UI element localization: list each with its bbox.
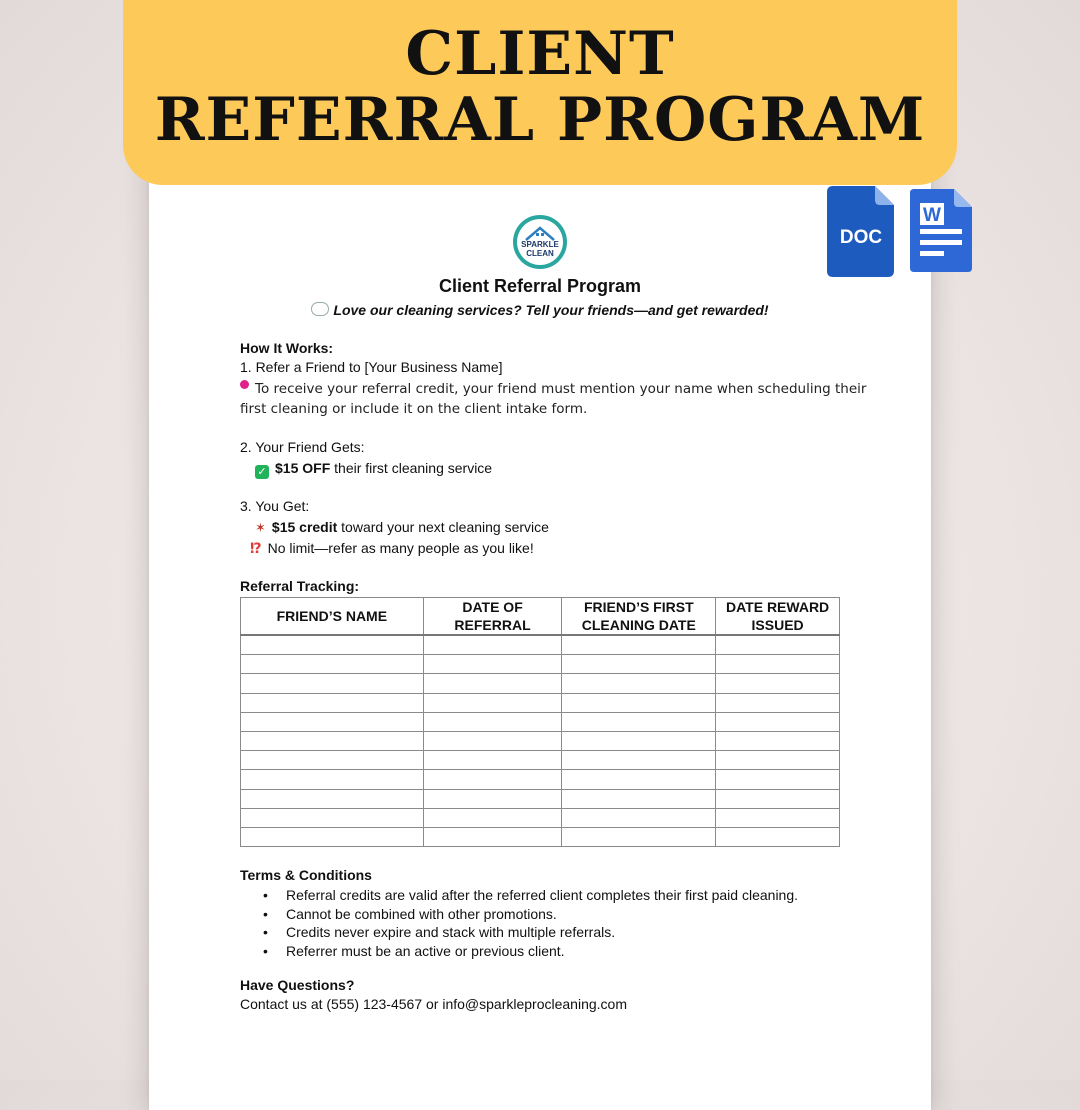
table-cell[interactable]	[423, 674, 562, 693]
doc-icon-label: DOC	[839, 227, 883, 248]
table-row	[241, 789, 840, 808]
table-cell[interactable]	[423, 655, 562, 674]
table-cell[interactable]	[241, 751, 424, 770]
step-2-rest: their first cleaning service	[334, 460, 493, 476]
table-cell[interactable]	[423, 789, 562, 808]
step-1: 1. Refer a Friend to [Your Business Name]	[240, 359, 503, 375]
referral-tracking-table	[240, 597, 840, 847]
table-cell[interactable]	[241, 674, 424, 693]
check-icon: ✓	[255, 465, 269, 479]
col-header-date-of-referral: DATE OF REFERRAL	[423, 598, 562, 636]
table-cell[interactable]	[716, 635, 840, 655]
terms-list	[240, 886, 798, 960]
table-cell[interactable]	[562, 751, 716, 770]
table-cell[interactable]	[423, 693, 562, 712]
table-cell[interactable]	[241, 712, 424, 731]
document-title: Client Referral Program	[438, 276, 642, 296]
table-row	[241, 770, 840, 789]
table-cell[interactable]	[423, 770, 562, 789]
table-cell[interactable]	[423, 751, 562, 770]
table-cell[interactable]	[241, 655, 424, 674]
exclamation-question-icon: ⁉	[250, 540, 262, 556]
table-cell[interactable]	[423, 712, 562, 731]
table-row	[241, 693, 840, 712]
table-cell[interactable]	[562, 808, 716, 827]
table-cell[interactable]	[562, 827, 716, 846]
step-1-note-text: To receive your referral credit, your friend must mention your name when scheduling their	[255, 381, 867, 397]
table-cell[interactable]	[562, 655, 716, 674]
tagline-text: Love our cleaning services? Tell your friends—and get rewarded!	[333, 302, 769, 318]
table-cell[interactable]	[716, 693, 840, 712]
table-cell[interactable]	[562, 674, 716, 693]
step-2-benefit	[255, 460, 492, 479]
table-cell[interactable]	[716, 808, 840, 827]
table-cell[interactable]	[562, 731, 716, 750]
sparkle-clean-logo	[512, 214, 568, 270]
table-row	[241, 731, 840, 750]
table-row	[241, 827, 840, 846]
table-cell[interactable]	[423, 635, 562, 655]
table-row	[241, 751, 840, 770]
step-2-bold: $15 OFF	[275, 460, 331, 476]
terms-item: • Referrer must be an active or previous client.	[286, 942, 798, 961]
step-3-limit	[250, 540, 534, 557]
table-cell[interactable]	[241, 770, 424, 789]
party-popper-icon: ✶	[255, 520, 266, 535]
table-cell[interactable]	[562, 693, 716, 712]
contact-line: Contact us at (555) 123-4567 or info@sparkleprocleaning.com	[240, 996, 627, 1012]
pin-icon	[240, 380, 249, 389]
table-cell[interactable]	[716, 674, 840, 693]
step-3-bold: $15 credit	[271, 519, 338, 535]
banner-title-line2: REFERRAL PROGRAM	[154, 85, 926, 155]
table-cell[interactable]	[241, 635, 424, 655]
table-cell[interactable]	[423, 731, 562, 750]
col-header-date-reward-issued: DATE REWARD ISSUED	[716, 598, 840, 636]
table-cell[interactable]	[423, 827, 562, 846]
table-row	[241, 655, 840, 674]
table-cell[interactable]	[716, 655, 840, 674]
table-cell[interactable]	[241, 693, 424, 712]
table-cell[interactable]	[241, 827, 424, 846]
tracking-table-body	[241, 635, 840, 847]
doc-file-icon	[827, 186, 894, 277]
table-cell[interactable]	[562, 770, 716, 789]
step-3-benefit	[255, 519, 549, 536]
word-icon-label: W	[923, 205, 941, 226]
table-row	[241, 674, 840, 693]
logo-line2: CLEAN	[526, 249, 554, 258]
table-cell[interactable]	[716, 751, 840, 770]
title-banner	[123, 0, 957, 185]
table-cell[interactable]	[716, 712, 840, 731]
speech-bubble-icon	[311, 302, 329, 316]
table-row	[241, 808, 840, 827]
step-2: 2. Your Friend Gets:	[240, 439, 365, 455]
banner-title-line1: CLIENT	[405, 19, 675, 89]
table-row	[241, 635, 840, 655]
table-cell[interactable]	[562, 635, 716, 655]
table-cell[interactable]	[716, 770, 840, 789]
table-cell[interactable]	[241, 808, 424, 827]
col-header-friends-name: FRIEND’S NAME	[241, 598, 424, 636]
table-cell[interactable]	[562, 712, 716, 731]
step-3-rest: toward your next cleaning service	[341, 519, 549, 535]
terms-item: • Cannot be combined with other promotions.	[286, 905, 798, 924]
table-cell[interactable]	[423, 808, 562, 827]
table-cell[interactable]	[241, 731, 424, 750]
table-cell[interactable]	[716, 789, 840, 808]
terms-item: • Referral credits are valid after the referred client completes their first paid cleaning.	[286, 886, 798, 905]
terms-heading: Terms & Conditions	[240, 867, 372, 883]
terms-item: • Credits never expire and stack with multiple referrals.	[286, 923, 798, 942]
step-3: 3. You Get:	[240, 498, 310, 514]
table-row	[241, 712, 840, 731]
how-it-works-heading: How It Works:	[240, 340, 334, 356]
step-3-limit-text: No limit—refer as many people as you like!	[267, 540, 534, 556]
col-header-first-cleaning-date: FRIEND’S FIRST CLEANING DATE	[562, 598, 716, 636]
logo-line1: SPARKLE	[521, 240, 559, 249]
table-cell[interactable]	[241, 789, 424, 808]
word-file-icon	[910, 189, 972, 272]
table-cell[interactable]	[716, 827, 840, 846]
table-cell[interactable]	[716, 731, 840, 750]
tagline	[240, 302, 840, 318]
questions-heading: Have Questions?	[240, 977, 355, 993]
step-1-note-line2: first cleaning or include it on the client intake form.	[240, 401, 588, 417]
step-1-note-line1	[240, 380, 866, 397]
table-cell[interactable]	[562, 789, 716, 808]
referral-tracking-heading: Referral Tracking:	[240, 578, 360, 594]
